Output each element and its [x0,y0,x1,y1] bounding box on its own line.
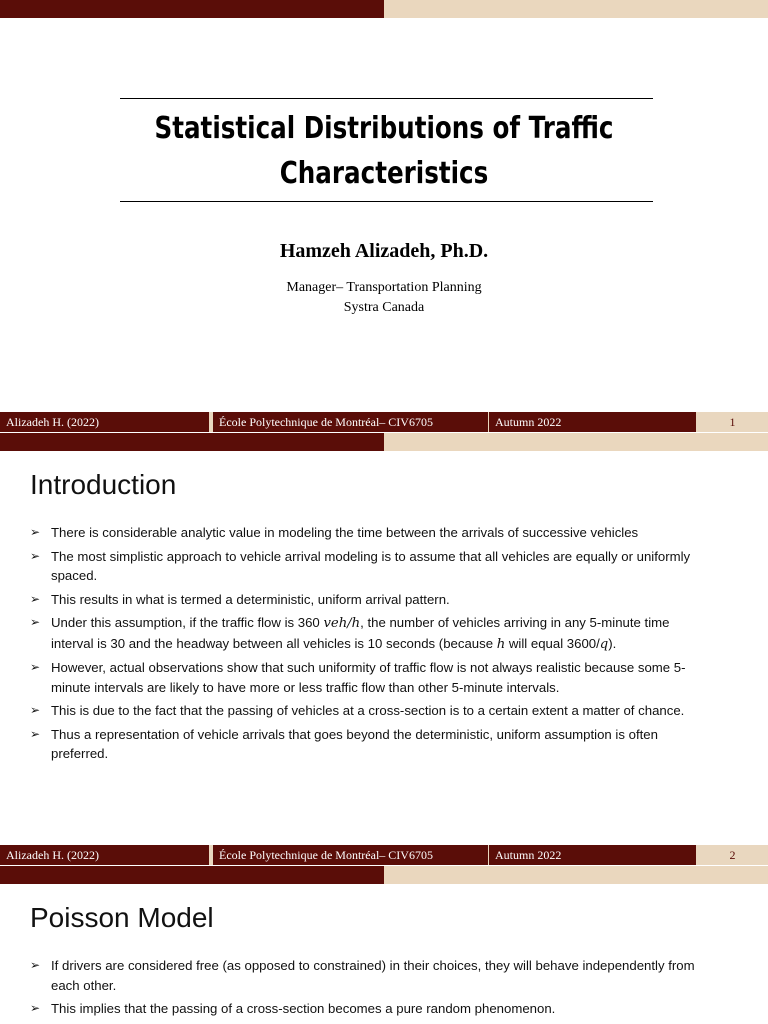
slide-2-top-bar [0,433,768,451]
list-item: ➢ This implies that the passing of a cross-section becomes a pure random phenomenon. [30,999,710,1019]
bullet-arrow-icon: ➢ [30,525,41,539]
slide-1 [0,0,768,432]
title-line-2: Characteristics [279,156,489,191]
title-rule-bottom [120,201,653,202]
list-item: ➢ Thus a representation of vehicle arrivals that goes beyond the deterministic, uniform assumption is often preferred. [30,726,658,761]
slide-2 [0,433,768,865]
author-company: Systra Canada [343,300,425,315]
slide-1-footer [0,412,768,432]
slide-3 [0,866,768,1024]
bullet-arrow-icon: ➢ [30,726,41,741]
bullet-list [30,523,710,768]
slide-heading: Poisson Model [30,902,214,933]
list-item: ➢ There is considerable analytic value in modeling the time between the arrivals of successive vehicles [30,523,710,543]
footer-term: Autumn 2022 [489,845,696,865]
slide-title [151,106,617,196]
footer-page-number: 1 [697,412,768,432]
list-item: ➢ This is due to the fact that the passing of vehicles at a cross-section is to a certain extent a matter of chance. [30,701,710,721]
slide-1-top-bar [0,0,768,18]
bullet-arrow-icon: ➢ [30,615,41,629]
bullet-arrow-icon: ➢ [30,548,41,563]
list-item: ➢ Under this assumption, if the traffic flow is 360 veh/h, the number of vehicles arriving in any 5-minute time interval is 30 and the headway between all vehicles is 10 seconds (because h will equal 3600/q). [30,615,670,652]
list-item: ➢ This results in what is termed a deterministic, uniform arrival pattern. [30,590,710,610]
bullet-arrow-icon: ➢ [30,1001,41,1015]
list-item: ➢ If drivers are considered free (as opposed to constrained) in their choices, they will behave independently from each other. [30,958,695,993]
footer-institution: École Polytechnique de Montréal– CIV6705 [213,412,488,432]
footer-page-number: 2 [697,845,768,865]
bullet-arrow-icon: ➢ [30,591,41,606]
footer-institution: École Polytechnique de Montréal– CIV6705 [213,845,488,865]
bullet-list [30,956,710,1023]
list-item: ➢ The most simplistic approach to vehicle arrival modeling is to assume that all vehicles are equally or uniformly spaced. [30,548,691,583]
math-flow: q [599,636,609,652]
math-units: veh/h [323,616,361,631]
footer-author: Alizadeh H. (2022) [0,412,209,432]
title-rule-top [120,98,653,99]
list-item: ➢ However, actual observations show that such uniformity of traffic flow is not always realistic because some 5-minute intervals are likely to have more or less traffic flow than other 5-minute intervals. [30,660,686,695]
slide-3-top-bar [0,866,768,884]
math-headway: h [496,636,506,652]
bullet-arrow-icon: ➢ [30,703,41,717]
slide-2-footer [0,845,768,865]
footer-term: Autumn 2022 [489,412,696,432]
slide-heading: Introduction [30,469,177,500]
author-role: Manager– Transportation Planning [286,280,482,295]
bullet-arrow-icon: ➢ [30,660,41,674]
author-name: Hamzeh Alizadeh, Ph.D. [279,240,489,262]
bullet-arrow-icon: ➢ [30,958,41,972]
title-line-1: Statistical Distributions of Traffic [154,111,614,146]
footer-author: Alizadeh H. (2022) [0,845,209,865]
